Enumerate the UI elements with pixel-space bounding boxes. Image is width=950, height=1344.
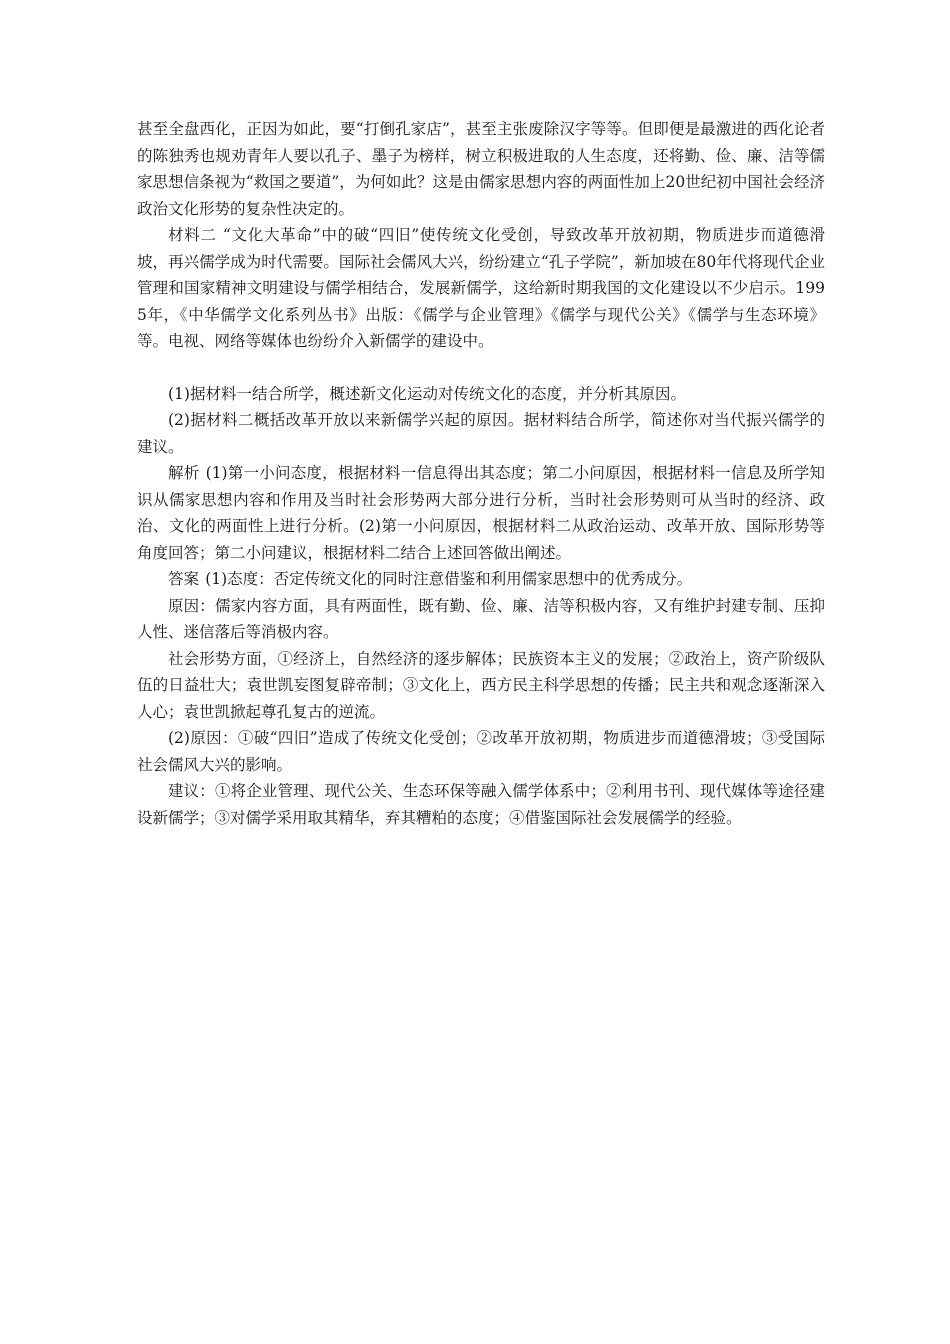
answer-label: 答案 [168, 570, 200, 588]
material2-paragraph [137, 222, 825, 355]
material2-label: 材料二 [168, 226, 217, 244]
document-body [137, 116, 825, 831]
analysis-label: 解析 [168, 464, 200, 482]
answer-attitude-paragraph [137, 566, 825, 593]
answer-reason-content: 原因：儒家内容方面，具有两面性，既有勤、俭、廉、洁等积极内容，又有维护封建专制、压抑人性、迷信落后等消极内容。 [137, 596, 825, 641]
material1-tail: 甚至全盘西化，正因为如此，要“打倒孔家店”，甚至主张废除汉字等等。但即便是最激进的西化论者的陈独秀也规劝青年人要以孔子、墨子为榜样，树立积极进取的人生态度，还将勤、俭、廉、洁等儒家思想信条视为“救国之要道”，为何如此？这是由儒家思想内容的两面性加上20世纪初中国社会经济政治文化形势的复杂性决定的。 [137, 120, 825, 218]
answer-reason-2: (2)原因：①破“四旧”造成了传统文化受创；②改革开放初期，物质进步而道德滑坡；③受国际社会儒风大兴的影响。 [137, 729, 825, 774]
material2-text: “文化大革命”中的破“四旧”使传统文化受创，导致改革开放初期，物质进步而道德滑坡，再兴儒学成为时代需要。国际社会儒风大兴，纷纷建立“孔子学院”，新加坡在80年代将现代企业管理和国家精神文明建设与儒学相结合，发展新儒学，这给新时期我国的文化建设以不少启示。1995年，《中华儒学文化系列丛书》出版：《儒学与企业管理》《儒学与现代公关》《儒学与生态环境》等。电视、网络等媒体也纷纷介入新儒学的建设中。 [137, 226, 825, 350]
analysis-paragraph [137, 460, 825, 566]
answer-reason-society: 社会形势方面，①经济上，自然经济的逐步解体；民族资本主义的发展；②政治上，资产阶级队伍的日益壮大；袁世凯妄图复辟帝制；③文化上，西方民主科学思想的传播；民主共和观念逐渐深入人心；袁世凯掀起尊孔复古的逆流。 [137, 649, 825, 721]
question-2: (2)据材料二概括改革开放以来新儒学兴起的原因。据材料结合所学，简述你对当代振兴儒学的建议。 [137, 411, 825, 456]
question-1: (1)据材料一结合所学，概述新文化运动对传统文化的态度，并分析其原因。 [168, 384, 686, 403]
paragraph-gap [137, 355, 825, 381]
answer-attitude: (1)态度：否定传统文化的同时注意借鉴和利用儒家思想中的优秀成分。 [205, 570, 693, 588]
analysis-text: (1)第一小问态度，根据材料一信息得出其态度；第二小问原因，根据材料一信息及所学知识从儒家思想内容和作用及当时社会形势两大部分进行分析，当时社会形势则可从当时的经济、政治、文化的两面性上进行分析。(2)第一小问原因，根据材料二从政治运动、改革开放、国际形势等角度回答；第二小问建议，根据材料二结合上述回答做出阐述。 [137, 464, 825, 562]
answer-suggestion: 建议：①将企业管理、现代公关、生态环保等融入儒学体系中；②利用书刊、现代媒体等途径建设新儒学；③对儒学采用取其精华，弃其糟粕的态度；④借鉴国际社会发展儒学的经验。 [137, 782, 825, 827]
